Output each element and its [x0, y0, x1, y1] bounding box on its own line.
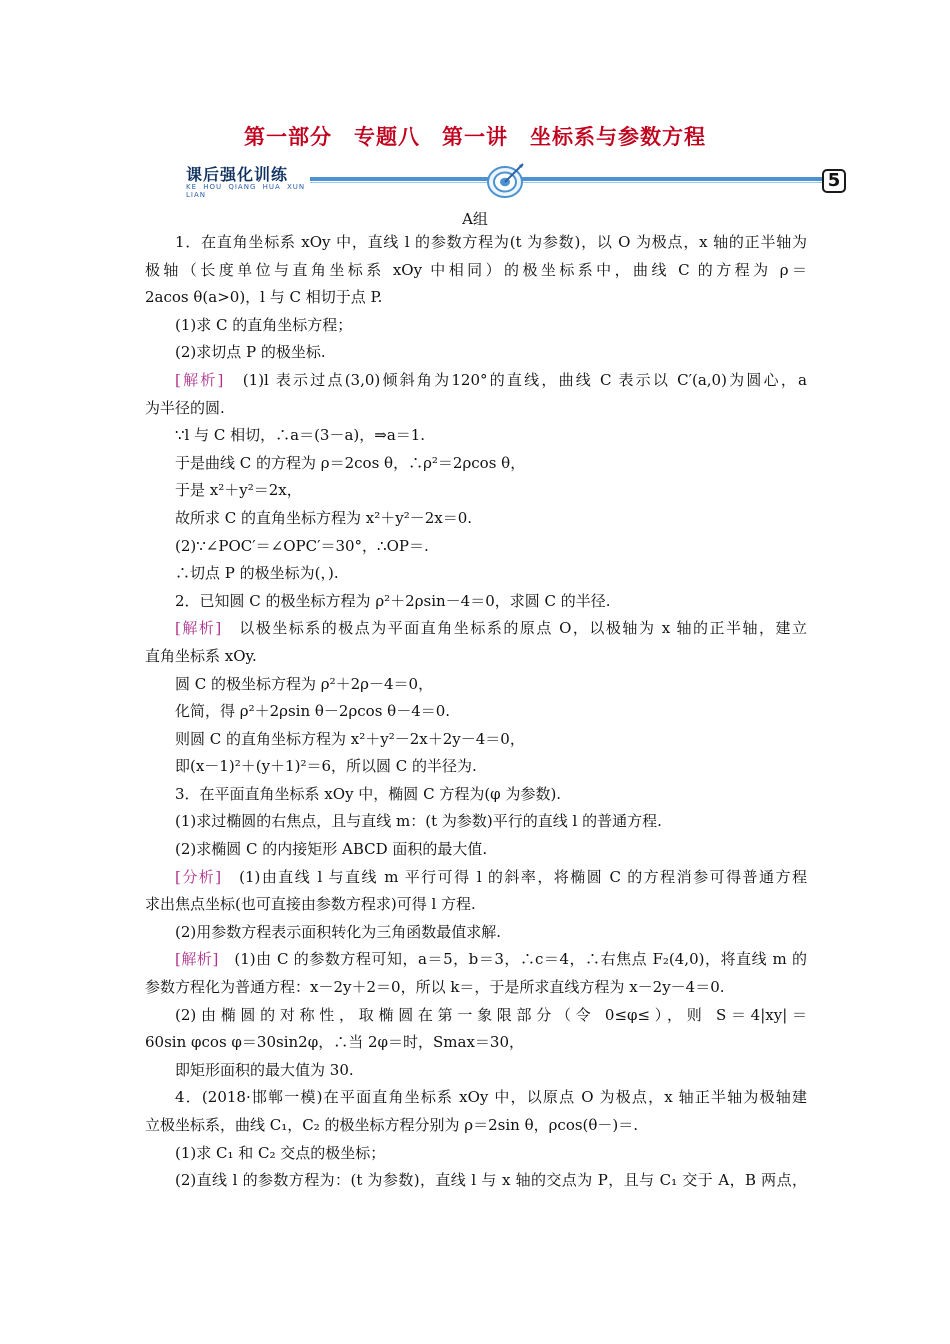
text-line: (1)求 C 的直角坐标方程； — [175, 315, 353, 334]
text-line: ∵l 与 C 相切，∴a＝(3－a)，⇒a＝1. — [175, 426, 426, 445]
banner-label: 课后强化训练 — [186, 165, 289, 184]
analysis-tag: [解析] — [175, 619, 222, 638]
text-line: (1)求过椭圆的右焦点，且与直线 m：(t 为参数)平行的直线 l 的普通方程. — [175, 812, 662, 831]
text-span: 以极坐标系的极点为平面直角坐标系的原点 O，以极轴为 x 轴的正半轴，建立 — [221, 619, 807, 638]
text-line: ∴切点 P 的极坐标为(，). — [175, 564, 339, 583]
text-span: (1)由 C 的参数方程可知，a＝5，b＝3，∴c＝4，∴右焦点 F₂(4,0)，将直线 m 的 — [218, 950, 807, 969]
text-line: 极轴（长度单位与直角坐标系 xOy 中相同）的极坐标系中，曲线 C 的方程为 ρ＝ — [145, 260, 807, 279]
section-banner — [180, 160, 850, 200]
text-line: 即矩形面积的最大值为 30. — [175, 1060, 354, 1079]
text-span: (1)l 表示过点(3,0)倾斜角为120°的直线，曲线 C 表示以 C′(a,0)为圆心，a — [223, 370, 807, 389]
text-line: 4．(2018·邯郸一模)在平面直角坐标系 xOy 中，以原点 O 为极点，x 轴正半轴为极轴建 — [175, 1088, 807, 1107]
text-span: (1)由直线 l 与直线 m 平行可得 l 的斜率，将椭圆 C 的方程消参可得普通方程 — [221, 867, 807, 886]
text-line: 立极坐标系，曲线 C₁，C₂ 的极坐标方程分别为 ρ＝2sin θ，ρcos(θ－)＝. — [145, 1116, 639, 1134]
text-line: (2)求椭圆 C 的内接矩形 ABCD 面积的最大值. — [175, 840, 488, 859]
text-line: 化简，得 ρ²＋2ρsin θ－2ρcos θ－4＝0. — [175, 702, 451, 721]
analysis-tag: [解析] — [175, 370, 224, 389]
text-line: 于是曲线 C 的方程为 ρ＝2cos θ，∴ρ²＝2ρcos θ， — [175, 453, 526, 472]
text-line — [145, 864, 807, 892]
banner-sublabel: KE HOU QIANG HUA XUN LIAN — [186, 183, 306, 199]
text-line: 则圆 C 的直角坐标方程为 x²＋y²－2x＋2y－4＝0， — [175, 729, 525, 748]
banner-rule-thin — [310, 182, 822, 183]
analysis-tag: [解析] — [175, 950, 219, 969]
text-line — [145, 615, 807, 643]
text-line: (2)直线 l 的参数方程为：(t 为参数)，直线 l 与 x 轴的交点为 P，且与 C₁ 交于 A，B 两点， — [175, 1171, 807, 1190]
text-line: 参数方程化为普通方程：x－2y＋2＝0，所以 k＝，于是所求直线方程为 x－2y－4＝0. — [145, 978, 725, 997]
text-line: (2)由椭圆的对称性，取椭圆在第一象限部分（令 0≤φ≤），则 S＝4|xy|＝ — [175, 1005, 807, 1024]
analysis-tag: [分析] — [175, 867, 222, 886]
text-line: 于是 x²＋y²＝2x， — [175, 481, 302, 500]
text-line — [145, 946, 807, 974]
text-line: 1．在直角坐标系 xOy 中，直线 l 的参数方程为(t 为参数)，以 O 为极点，x 轴的正半轴为 — [175, 233, 807, 251]
text-line: 圆 C 的极坐标方程为 ρ²＋2ρ－4＝0， — [175, 674, 434, 693]
text-line: 直角坐标系 xOy. — [145, 646, 257, 665]
text-line: (2)∵∠POC′＝∠OPC′＝30°，∴OP＝. — [175, 536, 429, 555]
group-label: A组 — [462, 210, 488, 228]
banner-rule — [310, 177, 822, 181]
text-line: 3．在平面直角坐标系 xOy 中，椭圆 C 方程为(φ 为参数). — [175, 784, 562, 803]
text-line: 2．已知圆 C 的极坐标方程为 ρ²＋2ρsin－4＝0，求圆 C 的半径. — [175, 591, 611, 610]
text-line: (2)求切点 P 的极坐标. — [175, 343, 326, 362]
text-line: 为半径的圆. — [145, 398, 225, 417]
text-line: 求出焦点坐标(也可直接由参数方程求)可得 l 方程. — [145, 895, 476, 914]
target-icon — [483, 160, 529, 200]
text-line: 60sin φcos φ＝30sin2φ，∴当 2φ＝时，Smax＝30， — [145, 1033, 525, 1052]
text-line: (1)求 C₁ 和 C₂ 交点的极坐标； — [175, 1143, 386, 1162]
page-title: 第一部分 专题八 第一讲 坐标系与参数方程 — [244, 125, 706, 149]
text-line: 2acos θ(a>0)，l 与 C 相切于点 P. — [145, 288, 383, 307]
text-line: (2)用参数方程表示面积转化为三角函数最值求解. — [175, 922, 502, 941]
text-line — [145, 367, 807, 395]
text-line: 故所求 C 的直角坐标方程为 x²＋y²－2x＝0. — [175, 508, 473, 527]
page-number-badge: 5 — [822, 169, 846, 193]
text-line: 即(x－1)²＋(y＋1)²＝6，所以圆 C 的半径为. — [175, 757, 477, 776]
banner-label-box — [180, 160, 310, 199]
document-body — [145, 229, 807, 1195]
